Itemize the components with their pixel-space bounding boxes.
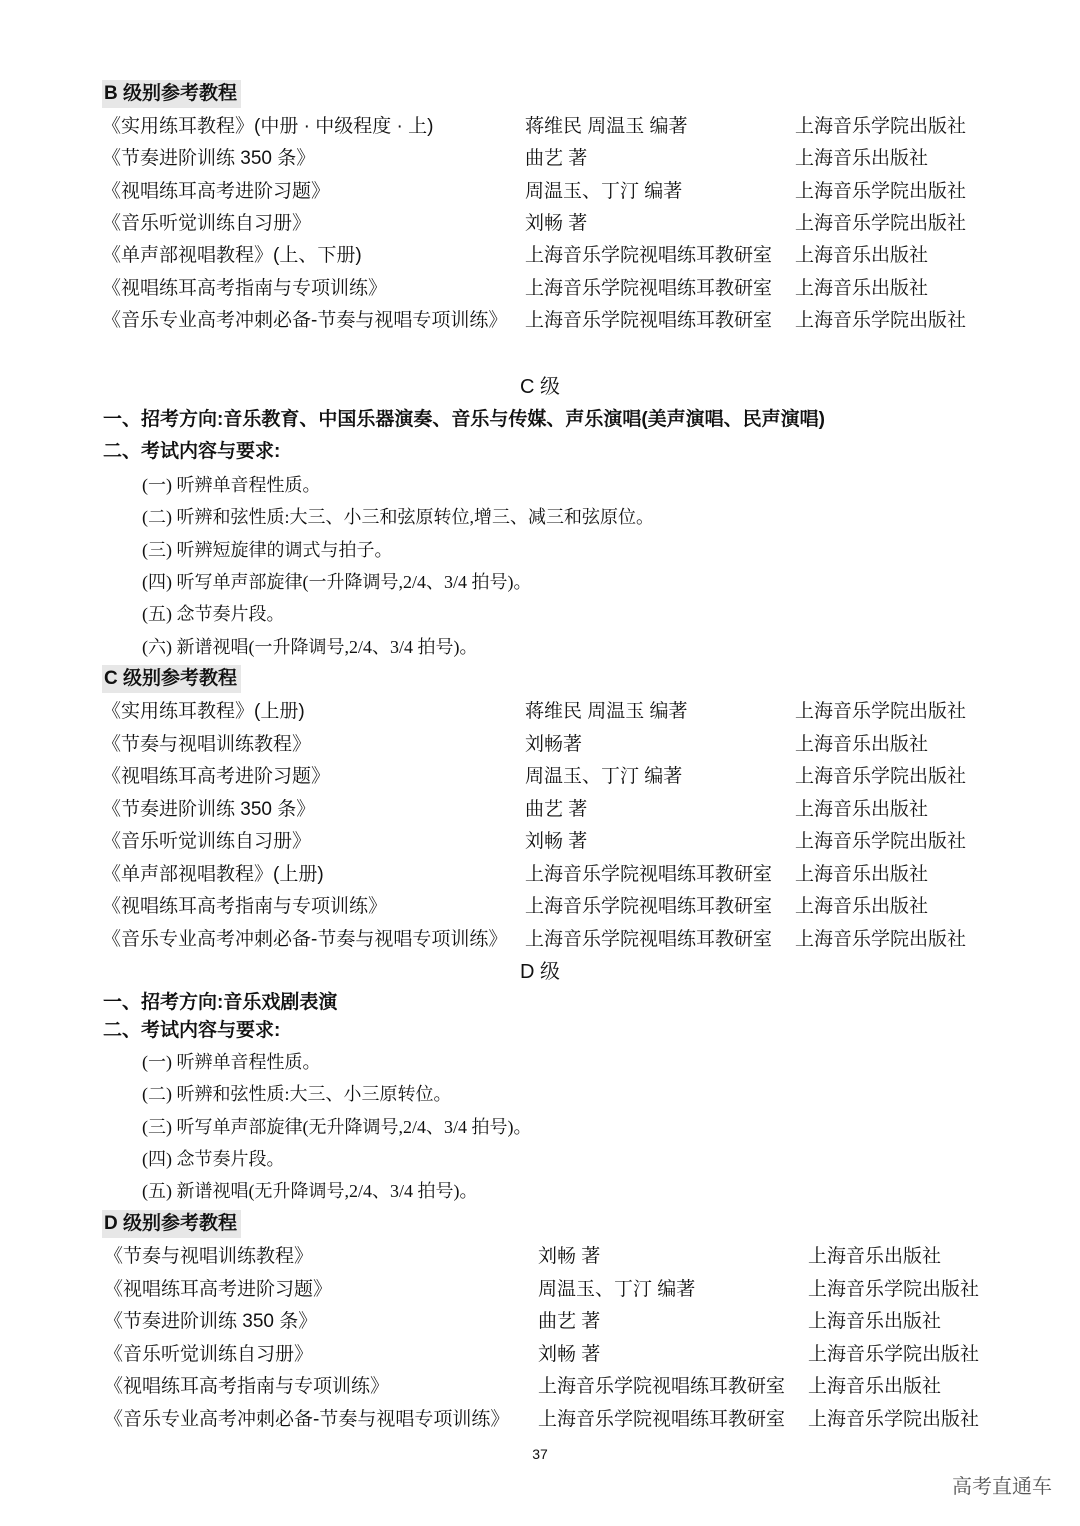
c-exam-item: (五) 念节奏片段。 bbox=[142, 604, 285, 624]
book-title: 《节奏进阶训练 350 条》 bbox=[102, 148, 316, 169]
book-author: 上海音乐学院视唱练耳教研室 bbox=[525, 929, 773, 950]
book-author: 上海音乐学院视唱练耳教研室 bbox=[525, 864, 773, 885]
c-exam-item: (三) 听辨短旋律的调式与拍子。 bbox=[142, 540, 393, 560]
book-author: 蒋维民 周温玉 编著 bbox=[525, 116, 688, 137]
book-author: 刘畅 著 bbox=[538, 1246, 601, 1267]
book-publisher: 上海音乐出版社 bbox=[808, 1311, 942, 1332]
book-title: 《节奏进阶训练 350 条》 bbox=[102, 799, 316, 820]
table-row bbox=[0, 274, 1080, 304]
book-title: 《音乐专业高考冲刺必备-节奏与视唱专项训练》 bbox=[102, 929, 508, 950]
book-author: 刘畅 著 bbox=[525, 213, 588, 234]
book-author: 上海音乐学院视唱练耳教研室 bbox=[538, 1409, 786, 1430]
book-publisher: 上海音乐出版社 bbox=[795, 148, 929, 169]
book-title: 《音乐听觉训练自习册》 bbox=[102, 831, 312, 852]
c-ref-title: C 级别参考教程 bbox=[102, 665, 241, 693]
book-title: 《视唱练耳高考指南与专项训练》 bbox=[102, 896, 388, 917]
d-exam-item: (三) 听写单声部旋律(无升降调号,2/4、3/4 拍号)。 bbox=[142, 1117, 532, 1137]
book-title: 《单声部视唱教程》(上、下册) bbox=[102, 245, 362, 266]
book-publisher: 上海音乐出版社 bbox=[795, 896, 929, 917]
book-publisher: 上海音乐出版社 bbox=[808, 1376, 942, 1397]
book-title: 《实用练耳教程》(中册 · 中级程度 · 上) bbox=[102, 116, 434, 137]
book-author: 周温玉、丁汀 编著 bbox=[525, 181, 683, 202]
table-row bbox=[0, 827, 1080, 857]
book-title: 《视唱练耳高考进阶习题》 bbox=[104, 1279, 333, 1300]
table-row bbox=[0, 1242, 1080, 1272]
table-row bbox=[0, 241, 1080, 271]
c-exam-item: (一) 听辨单音程性质。 bbox=[142, 475, 321, 495]
book-title: 《实用练耳教程》(上册) bbox=[102, 701, 305, 722]
book-publisher: 上海音乐出版社 bbox=[795, 799, 929, 820]
page-number: 37 bbox=[532, 1446, 548, 1462]
book-title: 《视唱练耳高考进阶习题》 bbox=[102, 181, 331, 202]
book-author: 周温玉、丁汀 编著 bbox=[538, 1279, 696, 1300]
book-publisher: 上海音乐出版社 bbox=[808, 1246, 942, 1267]
book-author: 曲艺 著 bbox=[525, 799, 588, 820]
d-level-content-title: 二、考试内容与要求: bbox=[103, 1020, 281, 1041]
d-exam-item: (一) 听辨单音程性质。 bbox=[142, 1052, 321, 1072]
table-row bbox=[0, 860, 1080, 890]
c-level-heading: C 级 bbox=[520, 376, 560, 398]
watermark: 高考直通车 bbox=[952, 1476, 1052, 1498]
book-publisher: 上海音乐学院出版社 bbox=[795, 310, 967, 331]
book-title: 《视唱练耳高考指南与专项训练》 bbox=[102, 278, 388, 299]
book-title: 《视唱练耳高考指南与专项训练》 bbox=[104, 1376, 390, 1397]
c-exam-item: (二) 听辨和弦性质:大三、小三和弦原转位,增三、减三和弦原位。 bbox=[142, 507, 654, 527]
book-author: 刘畅 著 bbox=[525, 831, 588, 852]
table-row bbox=[0, 697, 1080, 727]
table-row bbox=[0, 1340, 1080, 1370]
book-publisher: 上海音乐学院出版社 bbox=[808, 1409, 980, 1430]
d-level-heading: D 级 bbox=[520, 961, 560, 983]
book-author: 蒋维民 周温玉 编著 bbox=[525, 701, 688, 722]
table-row bbox=[0, 144, 1080, 174]
table-row bbox=[0, 762, 1080, 792]
book-publisher: 上海音乐出版社 bbox=[795, 278, 929, 299]
book-title: 《单声部视唱教程》(上册) bbox=[102, 864, 324, 885]
book-publisher: 上海音乐学院出版社 bbox=[795, 701, 967, 722]
b-ref-title: B 级别参考教程 bbox=[102, 80, 241, 108]
book-publisher: 上海音乐学院出版社 bbox=[795, 181, 967, 202]
d-exam-item: (二) 听辨和弦性质:大三、小三原转位。 bbox=[142, 1084, 452, 1104]
table-row bbox=[0, 177, 1080, 207]
c-level-content-title: 二、考试内容与要求: bbox=[103, 441, 281, 462]
book-title: 《节奏与视唱训练教程》 bbox=[104, 1246, 314, 1267]
book-title: 《音乐听觉训练自习册》 bbox=[102, 213, 312, 234]
book-title: 《音乐专业高考冲刺必备-节奏与视唱专项训练》 bbox=[104, 1409, 510, 1430]
table-row bbox=[0, 1372, 1080, 1402]
book-publisher: 上海音乐学院出版社 bbox=[795, 213, 967, 234]
d-ref-title: D 级别参考教程 bbox=[102, 1210, 241, 1238]
book-author: 上海音乐学院视唱练耳教研室 bbox=[525, 245, 773, 266]
book-publisher: 上海音乐出版社 bbox=[795, 864, 929, 885]
book-publisher: 上海音乐学院出版社 bbox=[795, 116, 967, 137]
d-level-direction: 一、招考方向:音乐戏剧表演 bbox=[103, 992, 338, 1013]
d-exam-item: (五) 新谱视唱(无升降调号,2/4、3/4 拍号)。 bbox=[142, 1181, 478, 1201]
book-author: 刘畅著 bbox=[525, 734, 583, 755]
book-author: 上海音乐学院视唱练耳教研室 bbox=[525, 310, 773, 331]
book-publisher: 上海音乐出版社 bbox=[795, 734, 929, 755]
book-author: 曲艺 著 bbox=[538, 1311, 601, 1332]
c-exam-item: (四) 听写单声部旋律(一升降调号,2/4、3/4 拍号)。 bbox=[142, 572, 532, 592]
book-publisher: 上海音乐学院出版社 bbox=[795, 766, 967, 787]
book-author: 刘畅 著 bbox=[538, 1344, 601, 1365]
c-exam-item: (六) 新谱视唱(一升降调号,2/4、3/4 拍号)。 bbox=[142, 637, 478, 657]
table-row bbox=[0, 925, 1080, 955]
book-title: 《音乐听觉训练自习册》 bbox=[104, 1344, 314, 1365]
book-author: 上海音乐学院视唱练耳教研室 bbox=[538, 1376, 786, 1397]
book-title: 《节奏与视唱训练教程》 bbox=[102, 734, 312, 755]
book-title: 《节奏进阶训练 350 条》 bbox=[104, 1311, 318, 1332]
table-row bbox=[0, 730, 1080, 760]
book-publisher: 上海音乐学院出版社 bbox=[808, 1279, 980, 1300]
table-row bbox=[0, 1405, 1080, 1435]
d-exam-item: (四) 念节奏片段。 bbox=[142, 1149, 285, 1169]
book-author: 上海音乐学院视唱练耳教研室 bbox=[525, 278, 773, 299]
book-publisher: 上海音乐学院出版社 bbox=[795, 831, 967, 852]
table-row bbox=[0, 1307, 1080, 1337]
table-row bbox=[0, 306, 1080, 336]
table-row bbox=[0, 892, 1080, 922]
book-publisher: 上海音乐出版社 bbox=[795, 245, 929, 266]
book-author: 上海音乐学院视唱练耳教研室 bbox=[525, 896, 773, 917]
table-row bbox=[0, 209, 1080, 239]
book-publisher: 上海音乐学院出版社 bbox=[795, 929, 967, 950]
book-publisher: 上海音乐学院出版社 bbox=[808, 1344, 980, 1365]
c-level-direction: 一、招考方向:音乐教育、中国乐器演奏、音乐与传媒、声乐演唱(美声演唱、民声演唱) bbox=[103, 409, 825, 430]
table-row bbox=[0, 112, 1080, 142]
book-author: 曲艺 著 bbox=[525, 148, 588, 169]
table-row bbox=[0, 1275, 1080, 1305]
book-title: 《视唱练耳高考进阶习题》 bbox=[102, 766, 331, 787]
book-title: 《音乐专业高考冲刺必备-节奏与视唱专项训练》 bbox=[102, 310, 508, 331]
table-row bbox=[0, 795, 1080, 825]
book-author: 周温玉、丁汀 编著 bbox=[525, 766, 683, 787]
